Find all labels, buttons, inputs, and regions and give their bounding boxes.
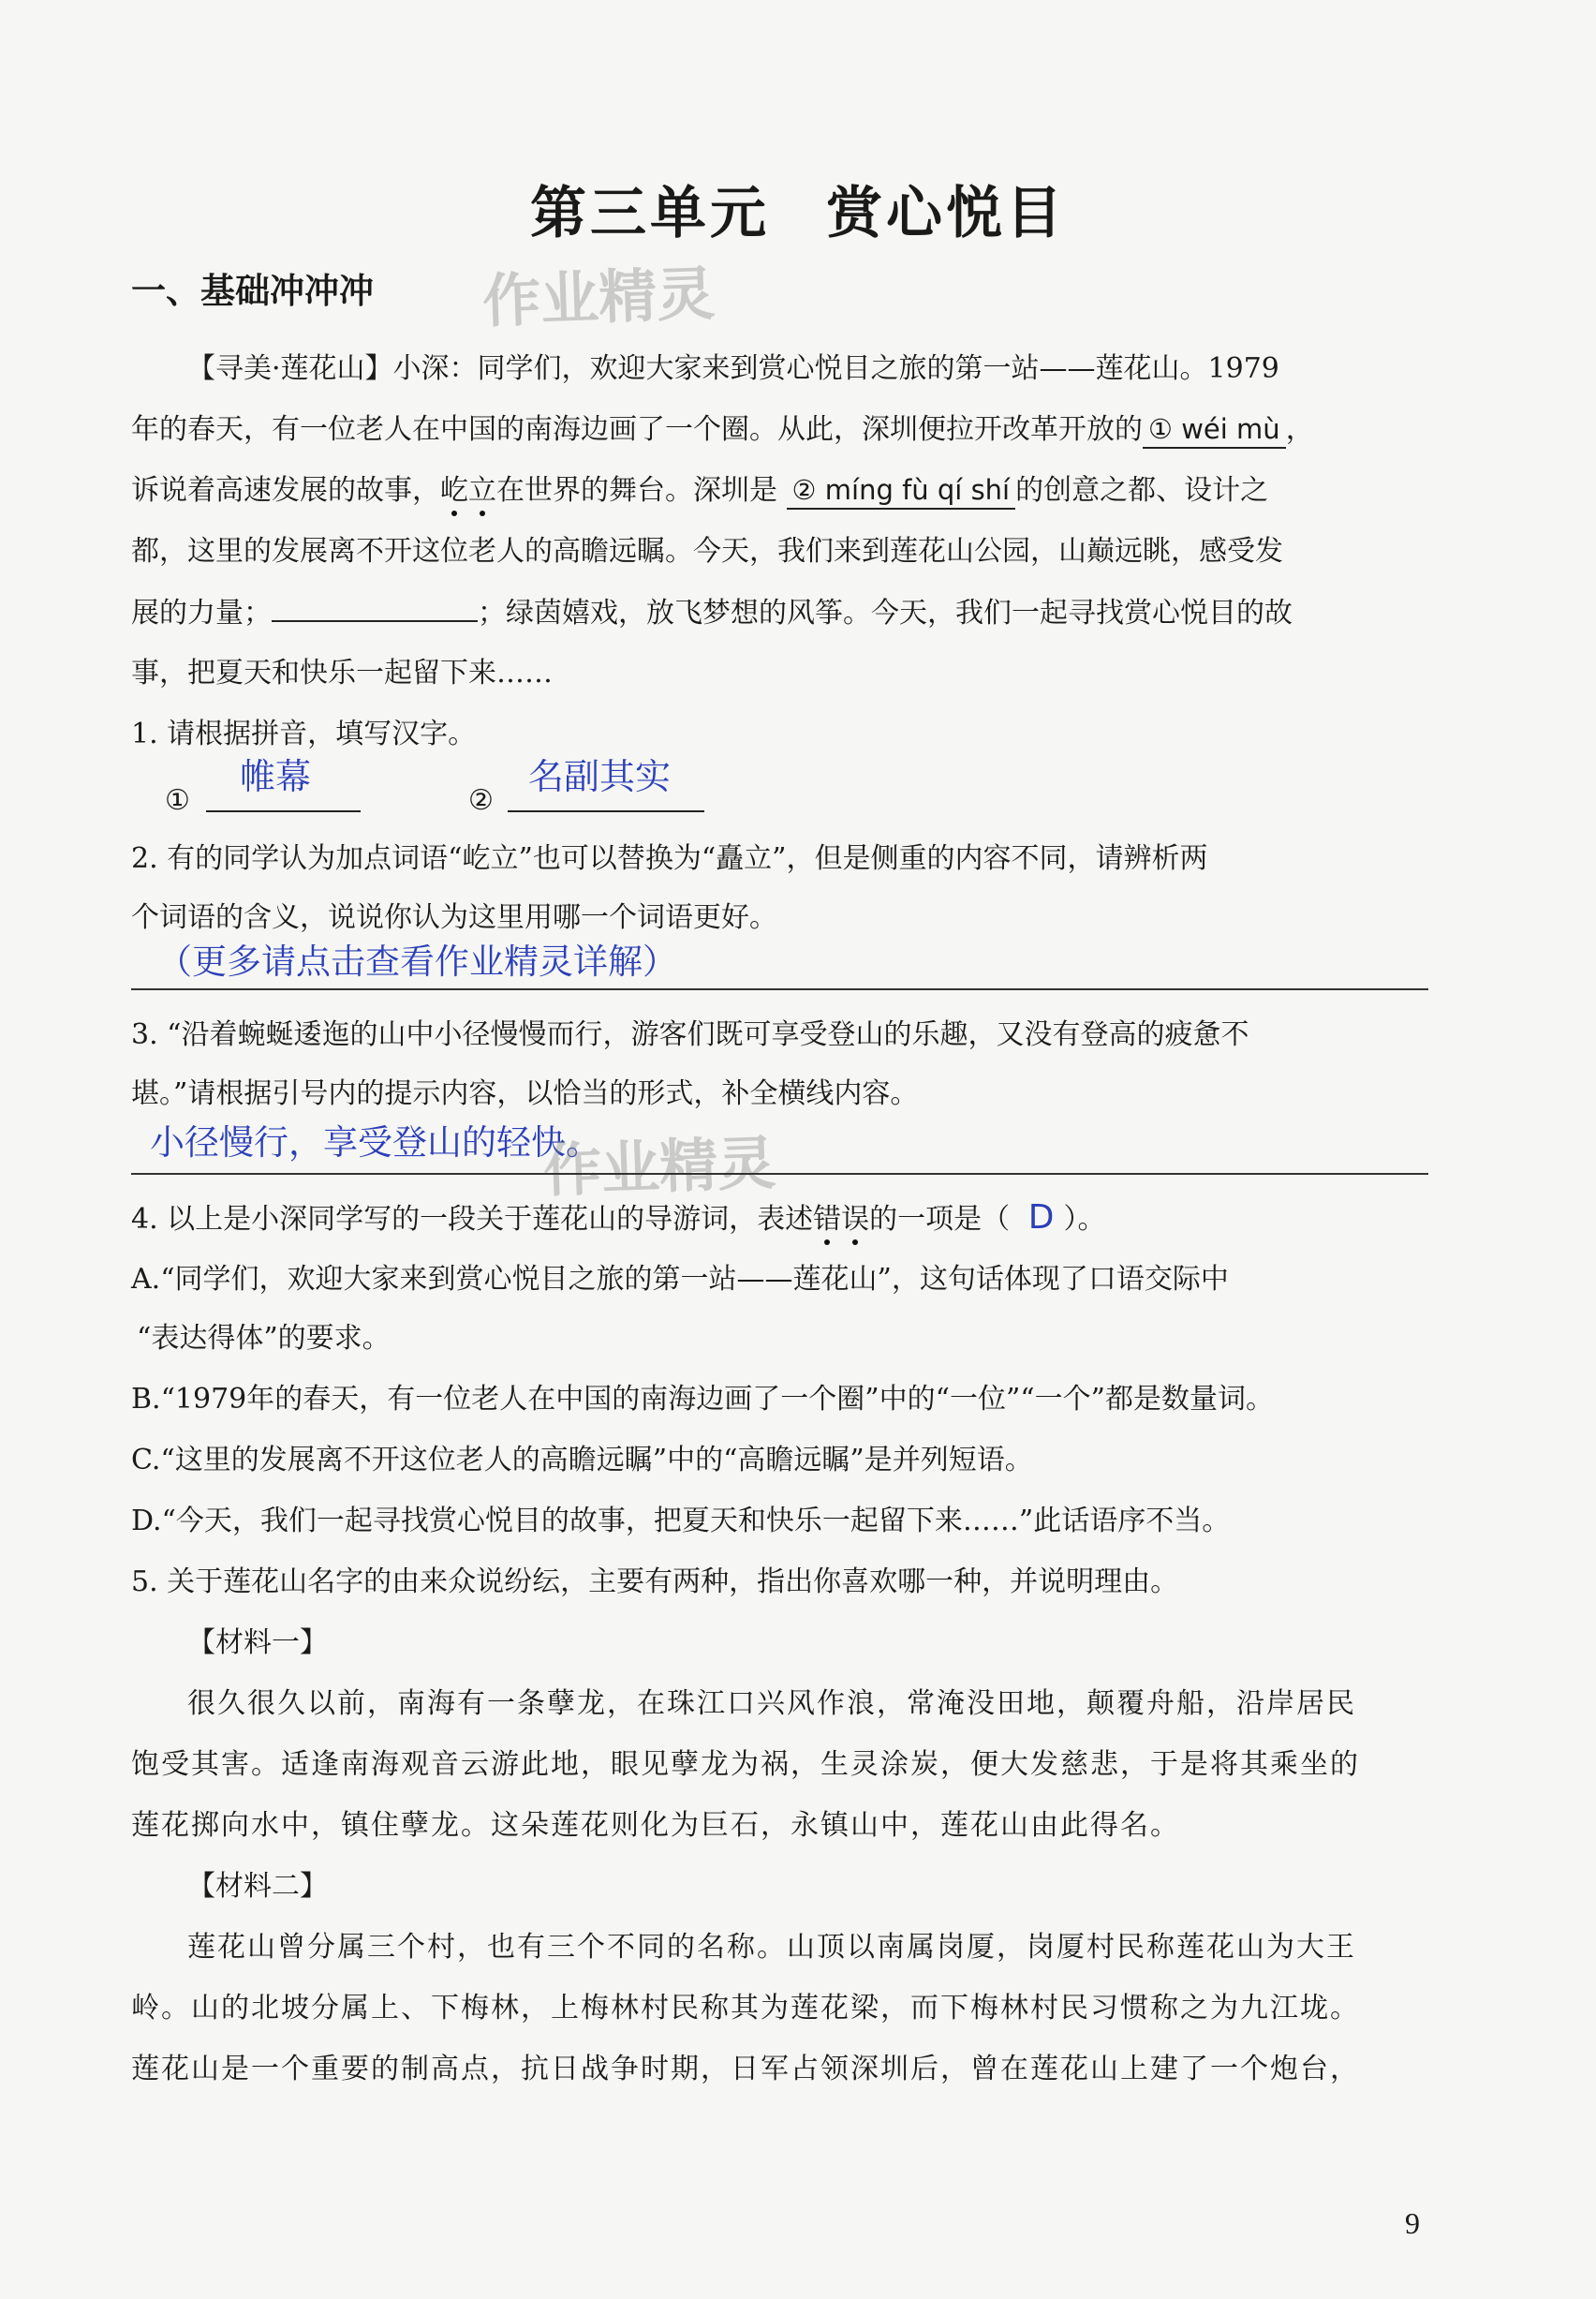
material-1-line-3: 莲花掷向水中，镇住孽龙。这朵莲花则化为巨石，永镇山中，莲花山由此得名。 — [131, 1809, 1180, 1842]
passage-line-5: 展的力量； ；绿茵嬉戏，放飞梦想的风筝。今天，我们一起寻找赏心悦目的故 — [131, 592, 1428, 634]
passage-line-2: 年的春天，有一位老人在中国的南海边画了一个圈。从此，深圳便拉开改革开放的 ① wéi mù ， — [131, 409, 1428, 451]
q4-option-a-line-1: A.“同学们，欢迎大家来到赏心悦目之旅的第一站——莲花山”，这句话体现了口语交际中 — [131, 1263, 1229, 1296]
pinyin-blank-1: ① wéi mù — [1143, 411, 1286, 449]
q4-option-b: B.“1979年的春天，有一位老人在中国的南海边画了一个圈”中的“一位”“一个”都是数量词。 — [131, 1383, 1274, 1416]
material-1-line-1: 很久很久以前，南海有一条孽龙，在珠江口兴风作浪，常淹没田地，颠覆舟船，沿岸居民 — [187, 1687, 1356, 1720]
q4-option-c: C.“这里的发展离不开这位老人的高瞻远瞩”中的“高瞻远瞩”是并列短语。 — [131, 1444, 1033, 1476]
q3-answer[interactable]: 小径慢行，享受登山的轻快。 — [150, 1122, 600, 1163]
q2-line-2: 个词语的含义，说说你认为这里用哪一个词语更好。 — [131, 901, 777, 934]
watermark-middle: 作业精灵 — [541, 1128, 777, 1206]
q4-answer[interactable]: D — [1027, 1198, 1055, 1237]
q3-line-1: 3. “沿着蜿蜒逶迤的山中小径慢慢而行，游客们既可享受登山的乐趣，又没有登高的疲惫不 — [131, 1018, 1249, 1051]
q1-answer-1[interactable]: 帷幕 — [206, 764, 361, 812]
material-2-label: 【材料二】 — [187, 1870, 328, 1903]
material-1-line-2: 饱受其害。适逢南海观音云游此地，眼见孽龙为祸，生灵涂炭，便大发慈悲，于是将其乘坐的 — [131, 1748, 1360, 1781]
material-2-line-1: 莲花山曾分属三个村，也有三个不同的名称。山顶以南属岗厦，岗厦村民称莲花山为大王 — [187, 1931, 1356, 1964]
q1-answers: ① 帷幕 ② 名副其实 — [131, 764, 1428, 820]
passage-line-1: 【寻美·莲花山】小深：同学们，欢迎大家来到赏心悦目之旅的第一站——莲花山。1979 — [187, 352, 1279, 385]
q1-answer-2[interactable]: 名副其实 — [508, 764, 704, 812]
material-1-label: 【材料一】 — [187, 1626, 328, 1659]
pinyin-blank-2: ② míng fù qí shí — [787, 472, 1016, 510]
page-title: 第三单元 赏心悦目 — [530, 181, 1066, 246]
q2-answer-line — [131, 988, 1428, 990]
material-2-line-3: 莲花山是一个重要的制高点，抗日战争时期，日军占领深圳后，曾在莲花山上建了一个炮台， — [131, 2053, 1360, 2085]
passage-line-6: 事，把夏天和快乐一起留下来…… — [131, 657, 553, 690]
watermark-top: 作业精灵 — [480, 259, 717, 336]
q5-prompt: 5. 关于莲花山名字的由来众说纷纭，主要有两种，指出你喜欢哪一种，并说明理由。 — [131, 1565, 1179, 1598]
q2-line-1: 2. 有的同学认为加点词语“屹立”也可以替换为“矗立”，但是侧重的内容不同，请辨析两 — [131, 842, 1208, 875]
q3-line-2: 堪。”请根据引号内的提示内容，以恰当的形式，补全横线内容。 — [131, 1077, 919, 1110]
q4-prompt: 4. 以上是小深同学写的一段关于莲花山的导游词，表述错误的一项是（ D ）。 — [131, 1198, 1106, 1237]
passage-line-3: 诉说着高速发展的故事，屹立在世界的舞台。深圳是 ② míng fù qí shí 的创意之都、设计之 — [131, 470, 1428, 512]
q2-answer[interactable]: （更多请点击查看作业精灵详解） — [157, 942, 677, 982]
material-2-line-2: 岭。山的北坡分属上、下梅林，上梅林村民称其为莲花梁，而下梅林村民习惯称之为九江垅。 — [131, 1992, 1360, 2025]
q3-answer-line — [131, 1173, 1428, 1175]
passage-line-4: 都，这里的发展离不开这位老人的高瞻远瞩。今天，我们来到莲花山公园，山巅远眺，感受发 — [131, 535, 1283, 568]
page-number: 9 — [1405, 2206, 1420, 2240]
q1-prompt: 1. 请根据拼音，填写汉字。 — [131, 718, 477, 750]
fill-blank[interactable] — [272, 592, 478, 622]
q4-option-d: D.“今天，我们一起寻找赏心悦目的故事，把夏天和快乐一起留下来……”此话语序不当。 — [131, 1505, 1231, 1537]
section-heading: 一、基础冲冲冲 — [131, 271, 374, 311]
q4-option-a-line-2: “表达得体”的要求。 — [137, 1322, 391, 1355]
